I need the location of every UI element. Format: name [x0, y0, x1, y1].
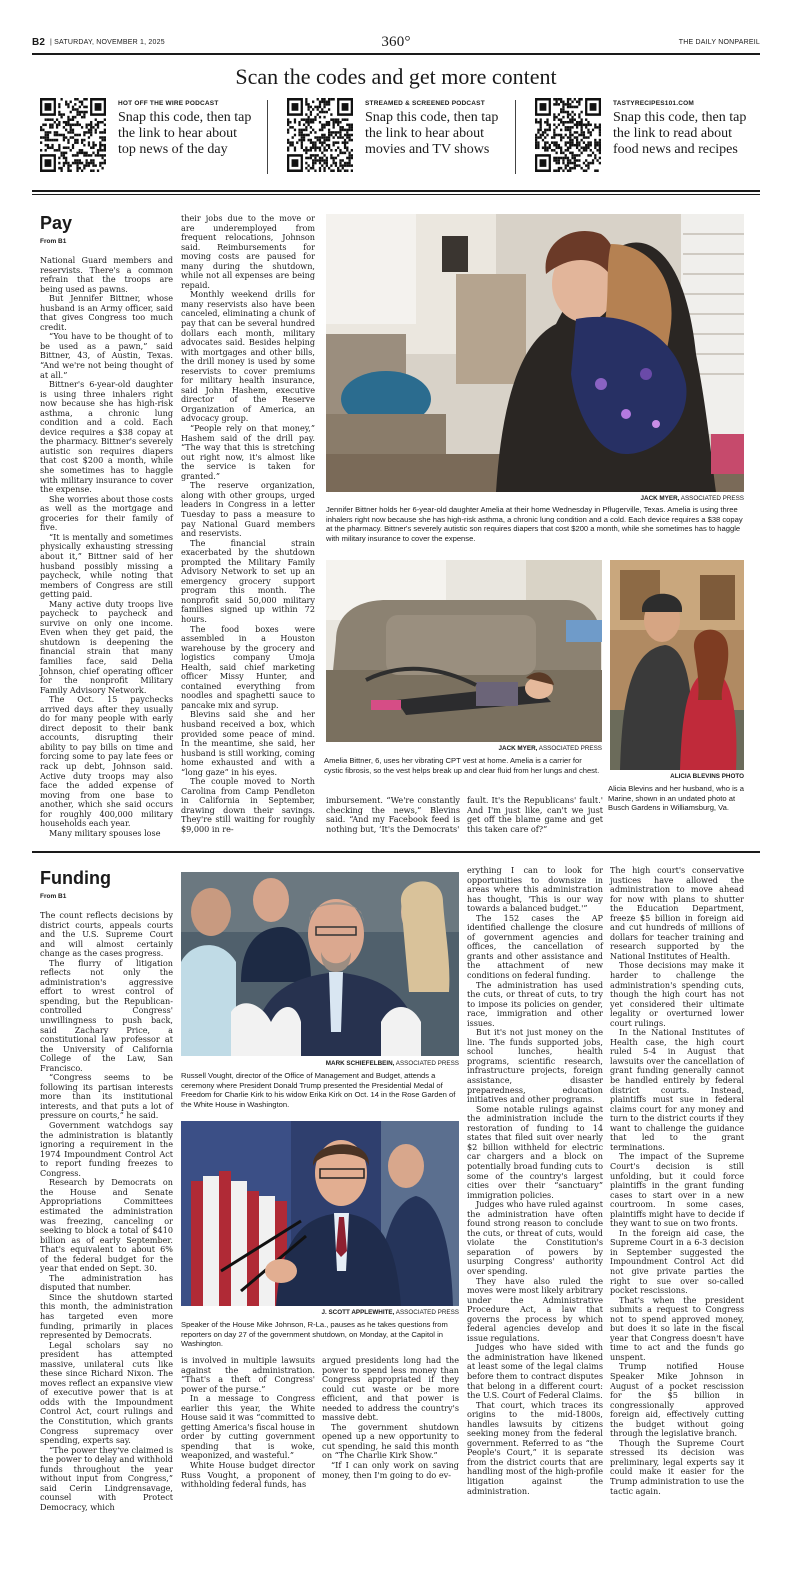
promo-divider	[515, 100, 516, 174]
photo-mike-johnson	[181, 1121, 459, 1306]
article-paragraph: Judges who have ruled against the administration have often found strong reason to conclude the cuts, or threat of cuts, would violate the Constitution's separation of powers by usurping Congress' authority over spending.	[467, 1199, 603, 1276]
article-column	[610, 866, 744, 1496]
article-paragraph: National Guard members and reservists. There's a common refrain that the troops are being used as pawns.	[40, 255, 173, 294]
article-paragraph: The flurry of litigation reflects not only the administration's aggressive effort to wrest control of spending, but the Republican-controlled Congress' unwillingness to push back, said Zachary Price, a constitutional law professor at the University of California College of the Law, San Francisco.	[40, 957, 173, 1073]
qr-code-icon[interactable]	[535, 98, 601, 172]
article-paragraph: The food boxes were assembled in a Houston warehouse by the grocery and logistics company Umoja Health, said chief marketing officer Missy Hunter, and contained everything from noodles and spaghetti sauce to pancake mix and syrup.	[181, 623, 315, 710]
promo-rule	[32, 190, 760, 192]
page-header	[32, 34, 760, 52]
article-paragraph: Legal scholars say no president has attempted massive, unilateral cuts like these since Richard Nixon. The moves reflect an expansive view of executive power that is at odds with the Impoundment Control Act, court rulings and the Constitution, which grants Congress supremacy over spending, experts say.	[40, 1339, 173, 1446]
article-paragraph: They have also ruled the moves were most likely arbitrary under the Administrative Procedure Act, a law that governs the process by which federal agencies develop and issue regulations.	[467, 1275, 603, 1343]
article-jump-line: From B1	[40, 238, 67, 245]
article-paragraph: In the foreign aid case, the Supreme Court in a 6-3 decision in September suggested the Impoundment Control Act did not give private parties the right to sue over so-called pocket rescissions.	[610, 1227, 744, 1296]
photo-caption: Speaker of the House Mike Johnson, R-La., pauses as he takes questions from reporters on day 27 of the government shutdown, on Monday, at the Capitol in Washington.	[181, 1320, 448, 1349]
promo-tag: STREAMED & SCREENED PODCAST	[365, 100, 485, 107]
article-paragraph: Many active duty troops live paycheck to paycheck and survive on only one income. Even when they get paid, the shutdown is deepening the financial strain that many families face, said Delia Johnson, chief operating officer for the nonprofit Military Family Advisory Network.	[40, 598, 173, 695]
article-paragraph: Judges who have sided with the administration have likened at least some of the legal claims before them to contract disputes that belong in a different court: the U.S. Court of Federal Claims.	[467, 1342, 603, 1401]
article-paragraph: The high court's conservative justices have allowed the administration to move ahead for now with plans to shutter the Education Department, freeze $5 billion in foreign aid and cut hundreds of millions of dollars for teacher training and research supported by the National Institutes of Health.	[610, 865, 744, 961]
article-paragraph: Research by Democrats on the House and Senate Appropriations Committees estimated the administration was freezing, canceling or seeking to block a total of $410 billion as of early September. That's equivalent to about 6% of the federal budget for the year that ended on Sept. 30.	[40, 1177, 173, 1274]
photo-caption: Amelia Bittner, 6, uses her vibrating CPT vest at home. Amelia is a carrier for cystic fibrosis, so the vest helps break up and clear fluid from her lungs and chest.	[324, 756, 600, 775]
promo-item-streamed-podcast[interactable]	[287, 98, 517, 176]
photo-credit: ALICIA BLEVINS PHOTO	[670, 773, 744, 780]
article-paragraph: “People rely on that money,” Hashem said of the drill pay. “The way that this is stretching out right now, it's almost like the service is taken for granted.”	[181, 423, 315, 481]
photo-credit: J. SCOTT APPLEWHITE, ASSOCIATED PRESS	[321, 1309, 459, 1316]
article-headline: Funding	[40, 868, 111, 888]
page-date: | SATURDAY, NOVEMBER 1, 2025	[50, 39, 165, 46]
promo-text: Snap this code, then tap the link to read about food news and recipes	[613, 110, 747, 157]
promo-text: Snap this code, then tap the link to hear about movies and TV shows	[365, 110, 499, 157]
article-paragraph: Some notable rulings against the administration include the restoration of funding to 14 states that filed suit over nearly $2 billion withheld for electric car chargers and a block on potentially broad funding cuts to some of the country's largest cities over their “sanctuary” immigration policies.	[467, 1103, 603, 1200]
photo-caption: Alicia Blevins and her husband, who is a Marine, shown in an undated photo at Busch Gardens in Williamsburg, Va.	[608, 784, 744, 813]
article-paragraph: Bittner's 6-year-old daughter is using three inhalers right now because she has high-risk asthma, a chronic lung condition and a cold. Each device requires a $38 copay at the pharmacy. Bittner's severely autistic son requires diapers that cost $200 a month, while she sometimes has to haggle with military insurance to cover the expense.	[40, 379, 173, 495]
article-paragraph: The 152 cases the AP identified challenge the closure of government agencies and offices, the cancellation of grants and other assistance and the attachment of new conditions on federal funding.	[467, 912, 603, 981]
article-paragraph: The count reflects decisions by district courts, appeals courts and the U.S. Supreme Court and will almost certainly change as the cases progress.	[40, 910, 173, 959]
section-title: 360°	[381, 34, 411, 50]
article-paragraph: The administration has disputed that number.	[40, 1272, 173, 1293]
promo-item-wire-podcast[interactable]	[40, 98, 270, 176]
article-column	[40, 911, 173, 1512]
article-paragraph: The Oct. 15 paychecks arrived days after they usually do for many people with early direct deposit to their bank accounts, disrupting their ability to pay bills on time and forcing some to pay late fees or rack up debt, Johnson said. Active duty troops may also face the added expense of moving from one base to another, which she said occurs for roughly 400,000 military households each year.	[40, 694, 173, 829]
promo-rule	[32, 194, 760, 195]
article-paragraph: In a message to Congress earlier this year, the White House said it was “committed to getting America's fiscal house in order by cutting government spending that is woke, weaponized, and wasteful.”	[181, 1393, 315, 1461]
promo-text: Snap this code, then tap the link to hear about top news of the day	[118, 110, 252, 157]
article-paragraph: The couple moved to North Carolina from Camp Pendleton in California in September, drawing down their savings. They're still waiting for roughly $9,000 in re-	[181, 776, 315, 834]
photo-credit: JACK MYER, ASSOCIATED PRESS	[640, 495, 744, 502]
photo-credit: MARK SCHIEFELBEIN, ASSOCIATED PRESS	[325, 1060, 459, 1067]
promo-item-tasty-recipes[interactable]	[535, 98, 765, 176]
article-paragraph: Those decisions may make it harder to challenge the administration's spending cuts, though the high court has not yet considered their ultimate legality or overturned lower court rulings.	[610, 960, 744, 1028]
article-paragraph: The government shutdown opened up a new opportunity to cut spending, he said this month on “The Charlie Kirk Show.”	[322, 1421, 459, 1461]
qr-code-icon[interactable]	[40, 98, 106, 172]
article-paragraph: Government watchdogs say the administration is blatantly ignoring a requirement in the 1974 Impoundment Control Act to report funding freezes to Congress.	[40, 1120, 173, 1178]
article-column: fault. It's the Republicans' fault.' And I'm just like, can't we just get off the blame game and get this taken care of?”	[467, 795, 603, 834]
article-paragraph: Trump notified House Speaker Mike Johnson in August of a pocket rescission for the $5 billion in congressionally approved foreign aid, effectively cutting the budget without going through the legislative branch.	[610, 1361, 744, 1439]
photo-blevins-couple	[610, 560, 744, 770]
article-paragraph: That's when the president submits a request to Congress not to spend approved money, but does it so late in the fiscal year that Congress doesn't have time to act and the funds go unspent.	[610, 1294, 744, 1362]
article-paragraph: Monthly weekend drills for many reservists also have been canceled, eliminating a chunk of pay that can be several hundred dollars each month, military advocates said. Besides helping with mortgages and other bills, the drill money is used by some reservists to cover premiums for military health insurance, said John Hashem, executive director of the Reserve Organization of America, an advocacy group.	[181, 289, 315, 424]
article-paragraph: is involved in multiple lawsuits against the administration. “That's a theft of Congress' power of the purse.”	[181, 1355, 315, 1394]
article-paragraph: But Jennifer Bittner, whose husband is an Army officer, said that gives Congress too much credit.	[40, 293, 173, 332]
article-paragraph: Though the Supreme Court stressed its decision was preliminary, legal experts say it could make it easier for the Trump administration to use the tactic again.	[610, 1437, 744, 1496]
article-headline: Pay	[40, 213, 73, 233]
promo-title: Scan the codes and get more content	[235, 64, 557, 89]
article-paragraph: White House budget director Russ Vought, a proponent of withholding federal funds, has	[181, 1460, 315, 1490]
article-column	[467, 866, 603, 1496]
article-column	[40, 256, 173, 838]
article-column	[181, 214, 315, 835]
article-paragraph: Since the shutdown started this month, the administration has targeted even more funding, primarily in places represented by Democrats.	[40, 1291, 173, 1341]
article-paragraph: In the National Institutes of Health case, the high court ruled 5-4 in August that lawsuits over the cancellation of grant funding generally cannot be handled entirely by federal district courts. Instead, plaintiffs must sue in federal claims court for any money and turn to the district courts if they want to challenge the guidance that led to the grant terminations.	[610, 1027, 744, 1152]
article-paragraph: “The power they've claimed is the power to delay and withhold funds throughout the year without input from Congress,” said Cerin Lindgrensavage, counsel with Protect Democracy, which	[40, 1444, 173, 1512]
article-column	[181, 1356, 315, 1490]
photo-amelia-cpt-vest	[326, 560, 602, 742]
article-paragraph: “If I can only work on saving money, then I'm going to do ev-	[322, 1460, 459, 1480]
header-rule	[32, 53, 760, 55]
article-paragraph: But it's not just money on the line. The funds supported jobs, school lunches, health programs, scientific research, infrastructure projects, foreign assistance, disaster preparedness, education initiatives and other programs.	[467, 1027, 603, 1105]
article-rule	[32, 851, 760, 853]
article-column: imbursement. “We're constantly checking the news,” Blevins said. “And my Facebook feed is nothing but, ‘It's the Democrats'	[326, 795, 460, 834]
qr-code-icon[interactable]	[287, 98, 353, 172]
photo-caption: Jennifer Bittner holds her 6-year-old daughter Amelia at their home Wednesday in Pflugerville, Texas. Amelia is using three inhalers right now because she has high-risk asthma, a chronic lung condition and a cold. Each device requires a $38 copay at the pharmacy. Bittner's severely autistic son requires diapers that cost $200 a month, while she sometimes has to haggle with military insurance to cover the expense.	[326, 505, 743, 543]
article-paragraph: The financial strain exacerbated by the shutdown prompted the Military Family Advisory Network to set up an emergency grocery support program this month. The nonprofit said 50,000 military families signed up within 72 hours.	[181, 537, 315, 624]
article-column	[322, 1356, 459, 1480]
photo-caption: Russell Vought, director of the Office of Management and Budget, attends a ceremony where President Donald Trump presented the Presidential Medal of Freedom for Charlie Kirk to his widow Erika Kirk on Oct. 14 in the Rose Garden of the White House in Washington.	[181, 1071, 456, 1109]
photo-credit: JACK MYER, ASSOCIATED PRESS	[498, 745, 602, 752]
article-paragraph: “Congress seems to be following its partisan interests more than its institutional interests, and that puts a lot of pressure on courts,” he said.	[40, 1072, 173, 1121]
article-paragraph: She worries about those costs as well as the mortgage and groceries for their family of five.	[40, 493, 173, 533]
promo-divider	[267, 100, 268, 174]
article-paragraph: Many military spouses lose	[49, 827, 161, 838]
article-paragraph: That court, which traces its origins to the mid-1800s, handles lawsuits by citizens seeking money from the federal government. Referred to as “the People's Court,” it is separate from the district courts that are handling most of the high-profile litigation against the administration.	[467, 1399, 603, 1496]
photo-russell-vought	[181, 872, 459, 1056]
article-paragraph: Blevins said she and her husband received a box, which provided some peace of mind. In the meantime, she said, her husband is still working, coming home exhausted and with a “long gaze” in his eyes.	[181, 709, 315, 777]
article-jump-line: From B1	[40, 893, 67, 900]
article-paragraph: their jobs due to the move or are underemployed from frequent relocations, Johnson said. Reimbursements for moving costs are paused for many during the shutdown, while not all expenses are being repaid.	[181, 213, 315, 290]
article-paragraph: “You have to be thought of to be used as a pawn,” said Bittner, 43, of Austin, Texas. “And we're not being thought of at all.”	[40, 331, 173, 380]
promo-tag: HOT OFF THE WIRE PODCAST	[118, 100, 219, 107]
article-paragraph: erything I can to look for opportunities to downsize in areas where this administration has thought, 'This is our way towards a balanced budget.'”	[467, 865, 603, 914]
article-paragraph: The reserve organization, along with other groups, urged leaders in Congress in a letter Tuesday to pass a measure to pay National Guard members and reservists.	[181, 480, 315, 539]
photo-bittner-amelia	[326, 214, 744, 492]
article-paragraph: The impact of the Supreme Court's decision is still unfolding, but it could force plaintiffs in the grant funding cases to start over in a new courtroom. In some cases, plaintiffs might have to decide if they want to sue on two fronts.	[610, 1151, 744, 1229]
promo-tag: TASTYRECIPES101.COM	[613, 100, 694, 107]
article-paragraph: argued presidents long had the power to spend less money than Congress appropriated if they could cut waste or be more efficient, and that power is needed to address the country's massive debt.	[322, 1355, 459, 1423]
newspaper-name: THE DAILY NONPAREIL	[678, 39, 760, 46]
article-paragraph: The administration has used the cuts, or threat of cuts, to try to impose its policies on gender, race, immigration and other issues.	[467, 979, 603, 1028]
page-number: B2	[32, 37, 46, 48]
article-paragraph: “It is mentally and sometimes physically exhausting stressing about it,” Bittner said of her husband possibly missing a paycheck, while noting that members of Congress are still getting paid.	[40, 531, 173, 600]
